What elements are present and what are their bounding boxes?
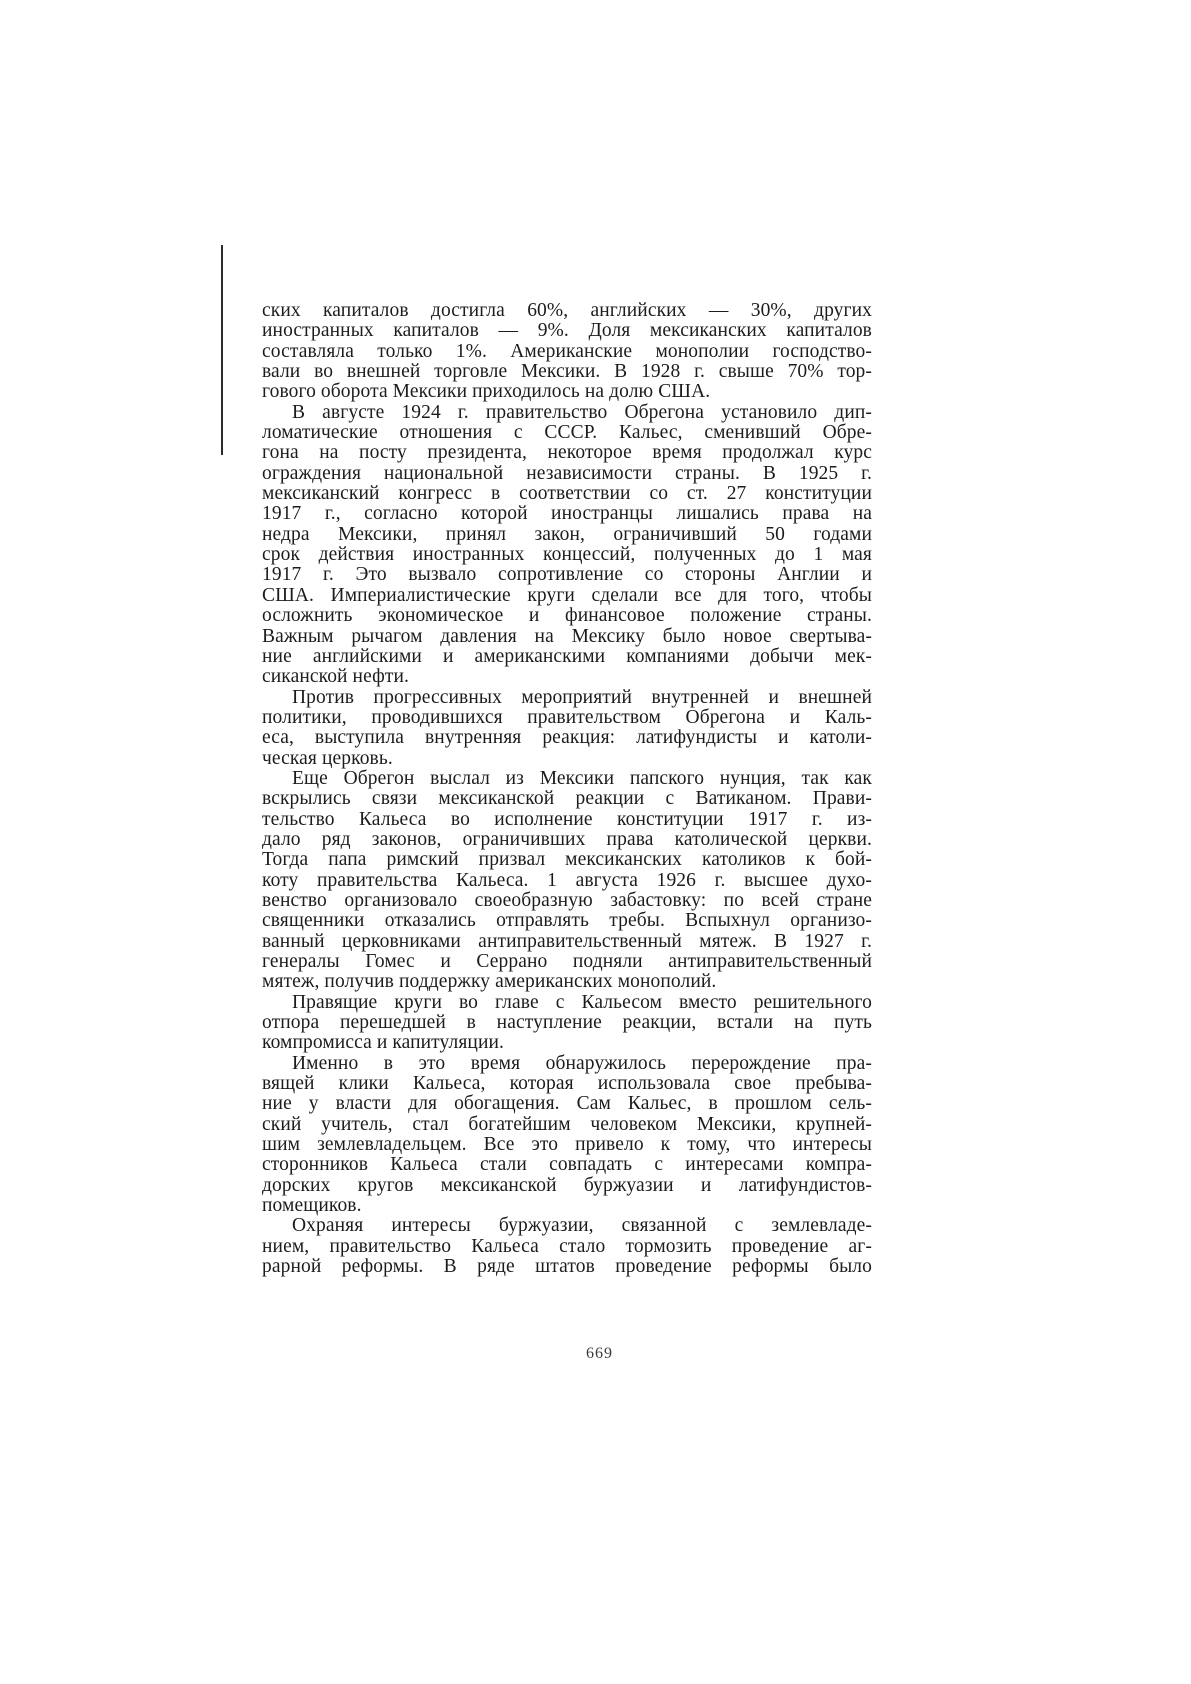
text-line: Тогда папа римский призвал мексиканских католиков к бой-: [262, 849, 872, 871]
text-line: отпора перешедшей в наступление реакции, встали на путь: [262, 1012, 872, 1034]
text-line: мятеж, получив поддержку американских монополий.: [262, 971, 717, 993]
text-line: сиканской нефти.: [262, 666, 409, 688]
text-line: Важным рычагом давления на Мексику было новое свертыва-: [262, 625, 872, 647]
text-line: 1917 г., согласно которой иностранцы лишались права на: [262, 503, 872, 525]
text-line: Именно в это время обнаружилось перерождение пра-: [292, 1052, 872, 1074]
margin-mark: [221, 245, 223, 455]
text-line: коту правительства Кальеса. 1 августа 1926 г. высшее духо-: [262, 869, 872, 891]
text-line: ограждения национальной независимости страны. В 1925 г.: [262, 462, 872, 484]
text-line: гона на посту президента, некоторое время продолжал курс: [262, 442, 872, 464]
text-line: ние у власти для обогащения. Сам Кальес, в прошлом сель-: [262, 1093, 872, 1115]
text-line: мексиканский конгресс в соответствии со ст. 27 конституции: [262, 483, 872, 505]
text-line: помещиков.: [262, 1195, 362, 1217]
text-line: вали во внешней торговле Мексики. В 1928 г. свыше 70% тор-: [262, 361, 872, 383]
text-line: Против прогрессивных мероприятий внутренней и внешней: [292, 686, 872, 708]
text-line: Еще Обрегон выслал из Мексики папского нунция, так как: [292, 767, 872, 789]
text-line: вскрылись связи мексиканской реакции с Ватиканом. Прави-: [262, 788, 872, 810]
text-line: рарной реформы. В ряде штатов проведение реформы было: [262, 1256, 872, 1278]
text-line: нием, правительство Кальеса стало тормозить проведение аг-: [262, 1235, 872, 1257]
text-line: генералы Гомес и Серрано подняли антиправительственный: [262, 951, 872, 972]
text-line: США. Империалистические круги сделали все для того, чтобы: [262, 584, 872, 606]
text-line: вящей клики Кальеса, которая использовала свое пребыва-: [262, 1073, 872, 1095]
text-line: политики, проводившихся правительством Обрегона и Каль-: [262, 706, 872, 728]
text-line: В августе 1924 г. правительство Обрегона установило дип-: [292, 401, 872, 423]
text-line: Правящие круги во главе с Кальесом вместо решительного: [292, 991, 872, 1013]
text-line: ских капиталов достигла 60%, английских — 30%, других: [262, 300, 872, 321]
text-column: [262, 301, 872, 1278]
text-line: священники отказались отправлять требы. Вспыхнул организо-: [262, 910, 872, 932]
text-line: сторонников Кальеса стали совпадать с интересами компра-: [262, 1154, 872, 1176]
text-line: ческая церковь.: [262, 747, 393, 769]
text-line: тельство Кальеса во исполнение конституции 1917 г. из-: [262, 808, 872, 830]
page-number: 669: [586, 1345, 613, 1362]
text-line: 1917 г. Это вызвало сопротивление со стороны Англии и: [262, 564, 872, 586]
text-line: еса, выступила внутренняя реакция: латифундисты и католи-: [262, 727, 872, 749]
text-line: срок действия иностранных концессий, полученных до 1 мая: [262, 544, 872, 566]
text-line: ский учитель, стал богатейшим человеком Мексики, крупней-: [262, 1113, 872, 1135]
text-line: Охраняя интересы буржуазии, связанной с землевладе-: [292, 1215, 872, 1237]
text-line: компромисса и капитуляции.: [262, 1032, 505, 1054]
text-line: осложнить экономическое и финансовое положение страны.: [262, 605, 872, 627]
text-line: ние английскими и американскими компаниями добычи мек-: [262, 645, 872, 667]
text-line: венство организовало своеобразную забастовку: по всей стране: [262, 889, 872, 911]
text-line: составляла только 1%. Американские монополии господство-: [262, 340, 872, 362]
text-line: шим землевладельцем. Все это привело к тому, что интересы: [262, 1134, 872, 1156]
text-line: дорских кругов мексиканской буржуазии и латифундистов-: [262, 1174, 872, 1196]
text-line: гового оборота Мексики приходилось на долю США.: [262, 381, 711, 403]
text-line: ломатические отношения с СССР. Кальес, сменивший Обре-: [262, 422, 872, 444]
text-line: иностранных капиталов — 9%. Доля мексиканских капиталов: [262, 320, 872, 342]
text-line: недра Мексики, принял закон, ограничивший 50 годами: [262, 523, 872, 545]
text-line: ванный церковниками антиправительственный мятеж. В 1927 г.: [262, 930, 872, 952]
text-line: дало ряд законов, ограничивших права католической церкви.: [262, 828, 872, 850]
